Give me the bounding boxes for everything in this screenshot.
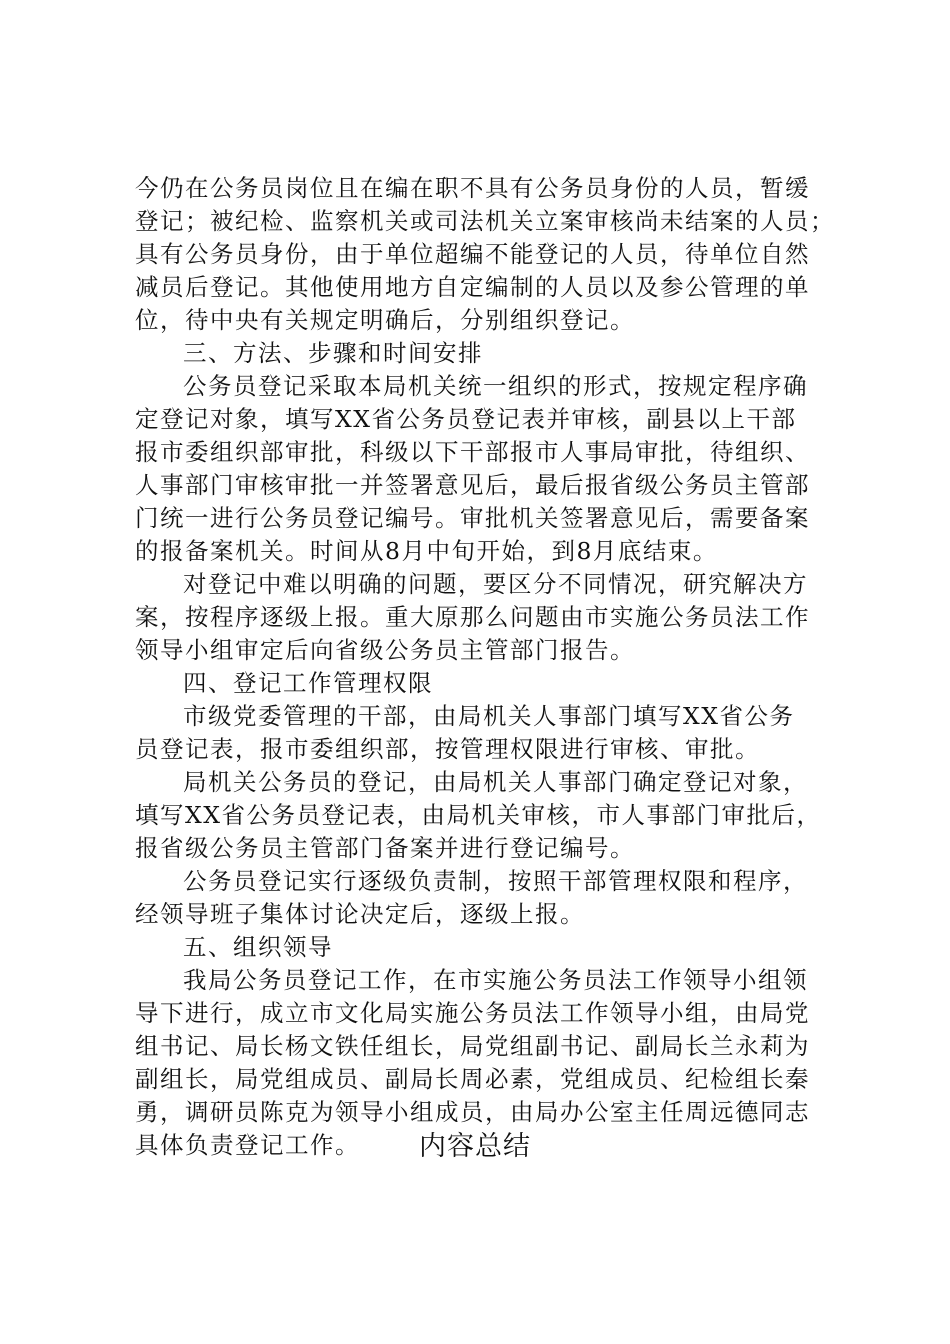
paragraph-line-indented: 五、组织领导 bbox=[183, 933, 333, 961]
paragraph-line: 副组长，局党组成员、副局长周必素，党组成员、纪检组长秦 bbox=[135, 1065, 810, 1093]
paragraph-line-indented: 三、方法、步骤和时间安排 bbox=[183, 339, 483, 367]
paragraph-line: 位，待中央有关规定明确后，分别组织登记。 bbox=[135, 306, 635, 334]
paragraph-line-indented: 公务员登记采取本局机关统一组织的形式，按规定程序确 bbox=[183, 372, 808, 400]
paragraph-line: 报市委组织部审批，科级以下干部报市人事局审批，待组织、 bbox=[135, 438, 810, 466]
summary-heading: 内容总结 bbox=[419, 1131, 531, 1162]
paragraph-line-indented: 四、登记工作管理权限 bbox=[183, 669, 433, 697]
paragraph-line: 组书记、局长杨文铁任组长，局党组副书记、副局长兰永莉为 bbox=[135, 1032, 810, 1060]
paragraph-line: 案，按程序逐级上报。重大原那么问题由市实施公务员法工作 bbox=[135, 603, 810, 631]
paragraph-line-indented: 局机关公务员的登记，由局机关人事部门确定登记对象， bbox=[183, 768, 808, 796]
paragraph-line-indented: 对登记中难以明确的问题，要区分不同情况，研究解决方 bbox=[183, 570, 808, 598]
paragraph-line-indented: 市级党委管理的干部，由局机关人事部门填写XX省公务 bbox=[183, 702, 795, 730]
paragraph-line: 定登记对象，填写XX省公务员登记表并审核，副县以上干部 bbox=[135, 405, 797, 433]
paragraph-line: 的报备案机关。时间从8月中旬开始，到8月底结束。 bbox=[135, 537, 718, 565]
paragraph-line-indented: 我局公务员登记工作，在市实施公务员法工作领导小组领 bbox=[183, 966, 808, 994]
paragraph-line: 今仍在公务员岗位且在编在职不具有公务员身份的人员，暂缓 bbox=[135, 174, 810, 202]
paragraph-line: 报省级公务员主管部门备案并进行登记编号。 bbox=[135, 834, 635, 862]
paragraph-line: 登记；被纪检、监察机关或司法机关立案审核尚未结案的人员； bbox=[135, 207, 835, 235]
paragraph-line: 填写XX省公务员登记表，由局机关审核，市人事部门审批后， bbox=[135, 801, 822, 829]
paragraph-line: 领导小组审定后向省级公务员主管部门报告。 bbox=[135, 636, 635, 664]
document-body bbox=[135, 172, 835, 1162]
paragraph-line: 具有公务员身份，由于单位超编不能登记的人员，待单位自然 bbox=[135, 240, 810, 268]
paragraph-line: 具体负责登记工作。 bbox=[135, 1131, 360, 1159]
paragraph-line: 勇，调研员陈克为领导小组成员，由局办公室主任周远德同志 bbox=[135, 1098, 810, 1126]
paragraph-line: 门统一进行公务员登记编号。审批机关签署意见后，需要备案 bbox=[135, 504, 810, 532]
paragraph-line: 员登记表，报市委组织部，按管理权限进行审核、审批。 bbox=[135, 735, 760, 763]
paragraph-line: 减员后登记。其他使用地方自定编制的人员以及参公管理的单 bbox=[135, 273, 810, 301]
paragraph-line: 导下进行，成立市文化局实施公务员法工作领导小组，由局党 bbox=[135, 999, 810, 1027]
paragraph-line-indented: 公务员登记实行逐级负责制，按照干部管理权限和程序， bbox=[183, 867, 808, 895]
paragraph-line: 人事部门审核审批一并签署意见后，最后报省级公务员主管部 bbox=[135, 471, 810, 499]
paragraph-line: 经领导班子集体讨论决定后，逐级上报。 bbox=[135, 900, 585, 928]
